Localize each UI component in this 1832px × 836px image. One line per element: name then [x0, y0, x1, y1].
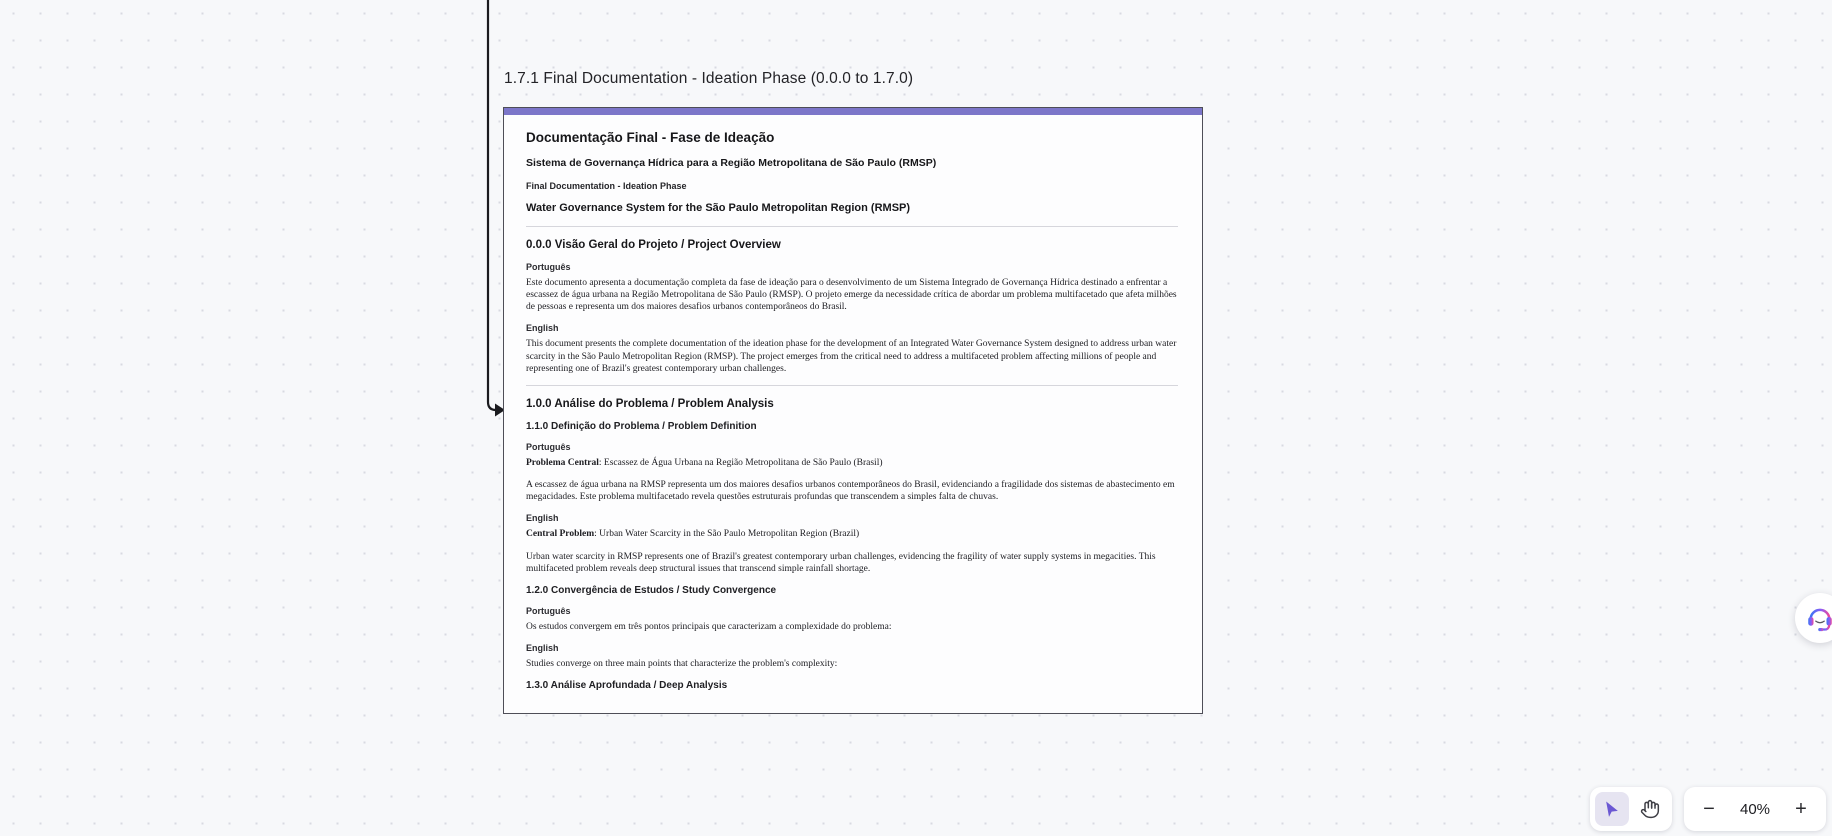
paragraph: Este documento apresenta a documentação completa da fase de ideação para o desenvolvimento de um Sistema Integrado de Governança Hídrica destinado a enfrentar a escassez de água urbana na Região Metropolitana de São Paulo (RMSP). O projeto emerge da necessidade crítica de abordar um problema multifacetado que afeta milhões de pessoas e representa um dos maiores desafios urbanos contemporâneos do Brasil.	[526, 278, 1177, 313]
subsection-heading: 1.3.0 Análise Aprofundada / Deep Analysis	[526, 680, 728, 692]
headset-icon	[1805, 603, 1832, 633]
card-accent-bar	[504, 108, 1202, 115]
paragraph: Urban water scarcity in RMSP represents one of Brazil's greatest contemporary urban challenges, evidencing the fragility of water supply systems in megacities. This multifaceted problem reveals deep structural issues that transcend simple rainfall shortage.	[526, 551, 1156, 574]
doc-title: Documentação Final - Fase de Ideação	[526, 130, 775, 145]
card-body	[504, 115, 1202, 691]
select-tool-button[interactable]	[1595, 792, 1629, 826]
subsection-heading: 1.1.0 Definição do Problema / Problem Definition	[526, 420, 757, 432]
doc-phase-label: Final Documentation - Ideation Phase	[526, 181, 687, 191]
language-label: Português	[526, 262, 571, 272]
pointer-tool-group	[1590, 787, 1672, 831]
section-heading: 1.0.0 Análise do Problema / Problem Analysis	[526, 397, 774, 410]
paragraph: A escassez de água urbana na RMSP representa um dos maiores desafios urbanos contemporâneos do Brasil, evidenciando a fragilidade dos sistemas de abastecimento em megacidades. Este problema multifacetado revela questões estruturais profundas que transcendem a simples falta de chuvas.	[526, 480, 1175, 503]
section-divider	[526, 385, 1178, 386]
language-label: Português	[526, 441, 571, 452]
zoom-out-button[interactable]: −	[1692, 792, 1726, 826]
paragraph: Problema Central: Escassez de Água Urbana na Região Metropolitana de São Paulo (Brasil)	[526, 457, 883, 468]
frame-title[interactable]: 1.7.1 Final Documentation - Ideation Phase (0.0.0 to 1.7.0)	[504, 70, 914, 87]
zoom-level[interactable]: 40%	[1739, 800, 1771, 818]
paragraph: This document presents the complete documentation of the ideation phase for the development of an Integrated Water Governance System designed to address urban water scarcity in the São Paulo Metropolitan Region (RMSP). The project emerges from the critical need to address a multifaceted problem affecting millions of people and representing one of Brazil's greatest contemporary urban challenges.	[526, 339, 1177, 374]
paragraph: Studies converge on three main points that characterize the problem's complexity:	[526, 659, 838, 670]
cursor-icon	[1602, 799, 1622, 819]
doc-subtitle-en: Water Governance System for the São Paulo Metropolitan Region (RMSP)	[526, 202, 911, 214]
paragraph: Os estudos convergem em três pontos principais que caracterizam a complexidade do problema:	[526, 621, 892, 632]
doc-subtitle-pt: Sistema de Governança Hídrica para a Região Metropolitana de São Paulo (RMSP)	[526, 157, 937, 169]
section-divider	[526, 226, 1178, 227]
language-label: English	[526, 323, 559, 334]
card-sections	[526, 226, 1178, 691]
language-label: English	[526, 643, 559, 654]
language-label: English	[526, 513, 559, 524]
zoom-in-button[interactable]: +	[1784, 792, 1818, 826]
hand-icon	[1640, 799, 1660, 819]
language-label: Português	[526, 605, 571, 616]
subsection-heading: 1.2.0 Convergência de Estudos / Study Convergence	[526, 584, 777, 596]
section-heading: 0.0.0 Visão Geral do Projeto / Project Overview	[526, 239, 781, 251]
document-card[interactable]	[503, 107, 1203, 714]
hand-tool-button[interactable]	[1633, 792, 1667, 826]
paragraph: Central Problem: Urban Water Scarcity in the São Paulo Metropolitan Region (Brazil)	[526, 529, 860, 540]
zoom-control-group	[1684, 787, 1826, 831]
canvas-toolbar	[1590, 787, 1826, 831]
